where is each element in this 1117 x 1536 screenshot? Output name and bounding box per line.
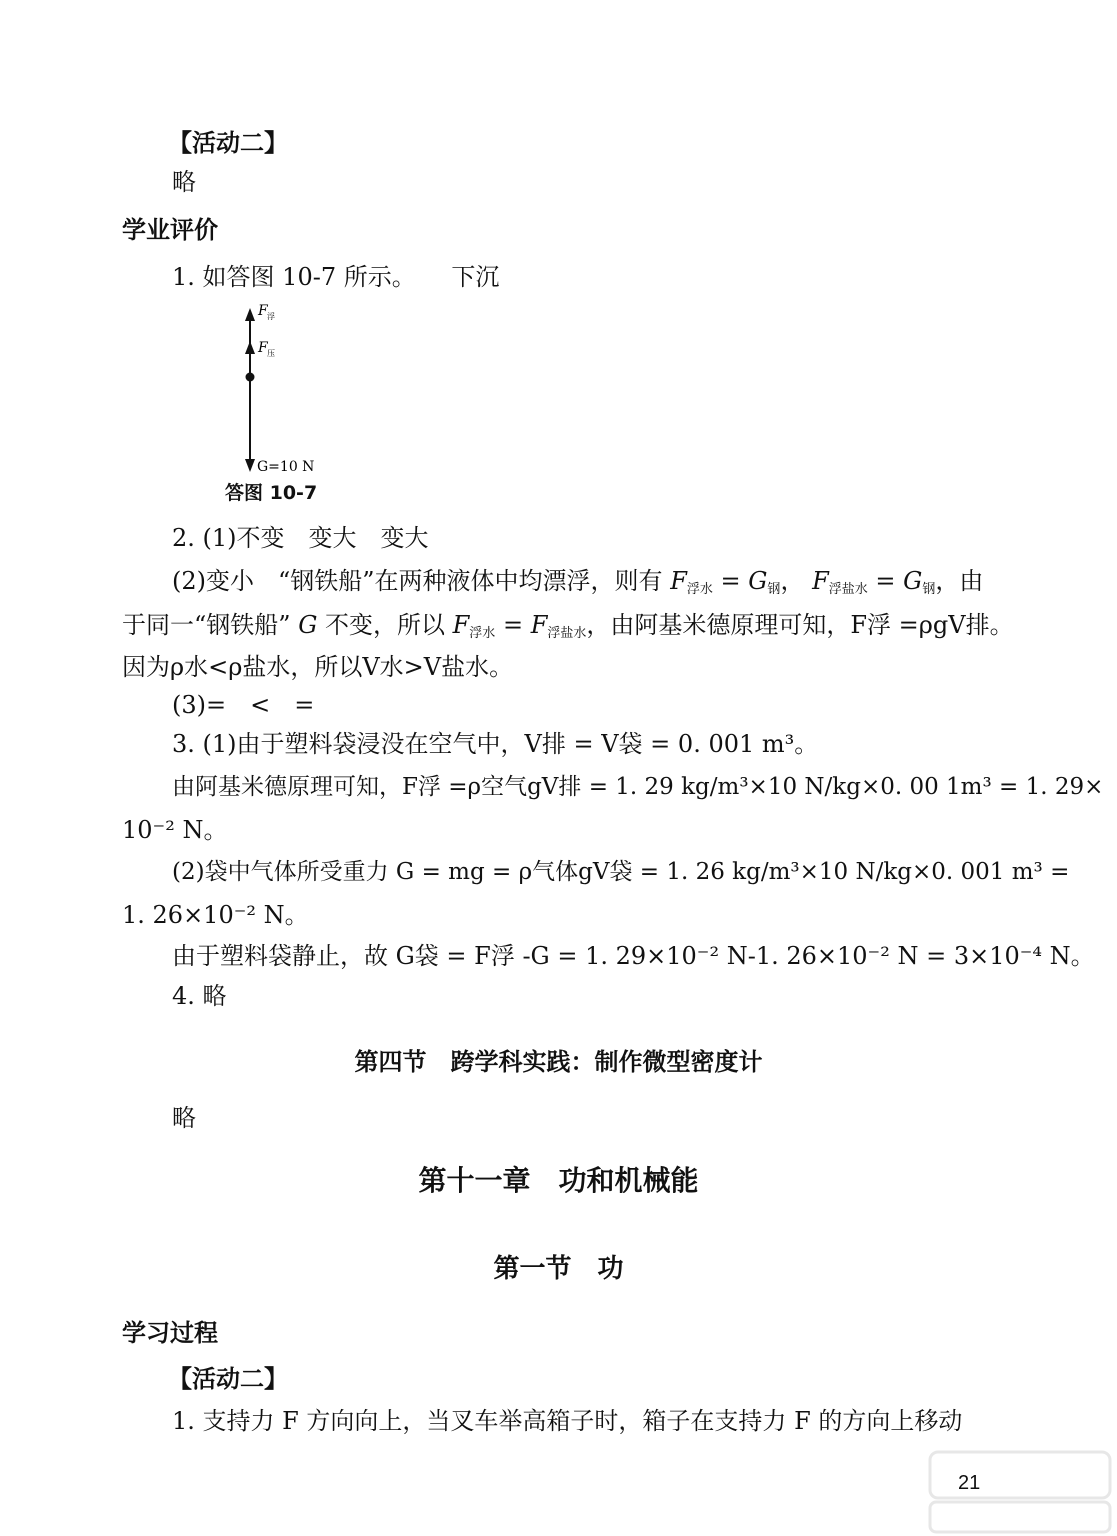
label-gravity: G=10 N	[257, 459, 315, 475]
q2-line-1: 2. (1)不变 变大 变大	[172, 524, 429, 552]
q3-line-6: 由于塑料袋静止，故 G袋 = F浮 -G = 1. 29×10⁻² N-1. 26×10⁻² N = 3×10⁻⁴ N。	[172, 942, 1095, 970]
object-point	[246, 373, 255, 382]
subscript: 钢	[922, 582, 936, 597]
symbol-g: G	[298, 611, 318, 639]
q2-text: 于同一“钢铁船”	[122, 611, 291, 639]
q2-line-4: 因为ρ水<ρ盐水，所以V水>V盐水。	[122, 653, 514, 681]
label-f-buoyancy-sub: 浮	[267, 312, 275, 321]
q3-line-1: 3. (1)由于塑料袋浸没在空气中，V排 = V袋 = 0. 001 m³。	[172, 730, 819, 758]
question-text: 如答图 10-7 所示。	[202, 263, 416, 291]
section-heading-evaluation: 学业评价	[122, 216, 218, 244]
subscript: 浮盐水	[828, 582, 868, 597]
force-diagram	[200, 295, 380, 505]
subscript: 浮水	[686, 582, 713, 597]
equals: =	[875, 567, 896, 595]
subscript: 浮盐水	[547, 626, 587, 641]
answer-omitted: 略	[172, 168, 196, 196]
activity-heading: 【活动二】	[168, 1365, 288, 1393]
equals: =	[720, 567, 741, 595]
symbol-g: G	[748, 567, 768, 595]
answer-omitted: 略	[172, 1104, 196, 1132]
section-heading-process: 学习过程	[122, 1319, 218, 1347]
arrow-down-icon	[245, 459, 255, 472]
arrow-up-mid-icon	[245, 341, 255, 354]
q2-text: ，由阿基米德原理可知，	[586, 611, 851, 639]
symbol-f: F	[812, 567, 829, 595]
symbol-f: F	[530, 611, 548, 639]
page-number: 21	[958, 1472, 981, 1494]
q2-line-2	[172, 566, 983, 605]
section-4-title: 第四节 跨学科实践：制作微型密度计	[354, 1048, 763, 1076]
watermark-logo	[922, 1448, 1117, 1536]
q2-text-end: ，由	[935, 567, 984, 595]
question-answer: 下沉	[451, 263, 500, 291]
q3-line-4: (2)袋中气体所受重力 G = mg = ρ气体gV袋 = 1. 26 kg/m³×10 N/kg×0. 001 m³ =	[172, 859, 1070, 885]
q2-text: 不变，所以	[325, 611, 445, 639]
comma: ，	[780, 567, 805, 595]
label-f-buoyancy: F	[258, 303, 268, 319]
q2-line-5: (3)= < =	[172, 691, 315, 719]
label-f-pressure: F	[258, 340, 268, 356]
q3-line-2: 由阿基米德原理可知，F浮 =ρ空气gV排 = 1. 29 kg/m³×10 N/kg×0. 00 1m³ = 1. 29×	[172, 774, 1104, 800]
q3-line-5: 1. 26×10⁻² N。	[122, 901, 309, 929]
q3-line-3: 10⁻² N。	[122, 816, 228, 844]
activity-heading: 【活动二】	[168, 129, 288, 157]
process-line-1: 1. 支持力 F 方向向上，当叉车举高箱子时，箱子在支持力 F 的方向上移动	[172, 1407, 963, 1435]
question-4: 4. 略	[172, 982, 227, 1010]
q2-line-3	[122, 610, 1014, 649]
symbol-f: F	[452, 611, 470, 639]
q2-formula: F浮 =ρgV排。	[850, 611, 1014, 639]
figure-caption: 答图 10-7	[225, 482, 318, 504]
question-number: 1.	[172, 263, 195, 291]
equals: =	[502, 611, 524, 639]
symbol-f: F	[670, 567, 687, 595]
subscript: 钢	[767, 582, 781, 597]
question-1	[172, 262, 499, 292]
symbol-g: G	[903, 567, 923, 595]
q2-text: (2)变小 “钢铁船”在两种液体中均漂浮，则有	[172, 567, 663, 595]
subscript: 浮水	[469, 626, 496, 641]
label-f-pressure-sub: 压	[267, 349, 275, 358]
chapter-title: 第十一章 功和机械能	[418, 1164, 699, 1197]
section-1-title: 第一节 功	[493, 1254, 624, 1284]
arrow-up-top-icon	[245, 308, 255, 321]
